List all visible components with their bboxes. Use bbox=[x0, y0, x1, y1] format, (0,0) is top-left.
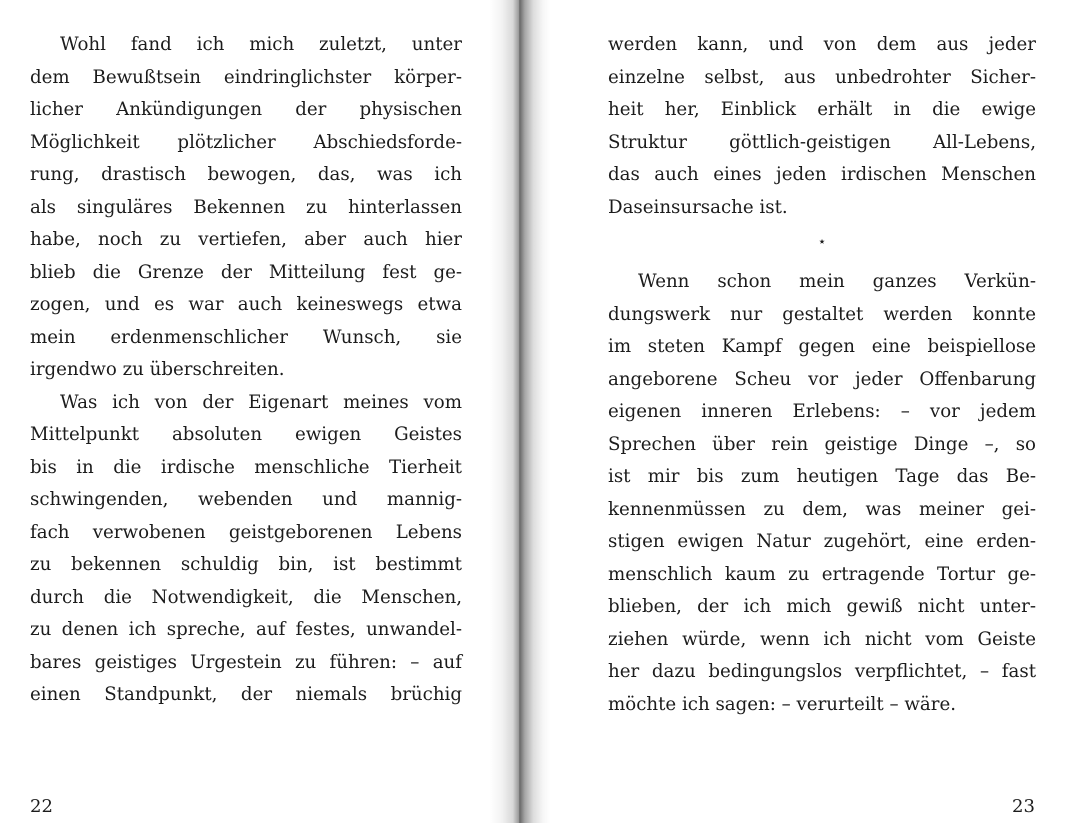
text-line: Was ich von der Eigenart meines vom bbox=[60, 391, 462, 413]
text-line: eigenen inneren Erlebens: – vor jedem bbox=[608, 401, 1036, 422]
text-line: dungswerk nur gestaltet werden konnte bbox=[608, 303, 1036, 325]
text-line: Wohl fand ich mich zuletzt, unter bbox=[60, 34, 462, 55]
text-line: Wenn schon mein ganzes Verkün- bbox=[638, 271, 1036, 292]
page-number-left: 22 bbox=[30, 796, 53, 817]
text-line: rung, drastisch bewogen, das, was ich bbox=[30, 164, 462, 185]
text-line: Daseinsursache ist. bbox=[608, 196, 788, 218]
text-line: zu denen ich spreche, auf festes, unwandel- bbox=[30, 619, 462, 640]
text-line: Sprechen über rein geistige Dinge –, so bbox=[608, 433, 1036, 455]
text-line: das auch eines jeden irdischen Menschen bbox=[608, 164, 1036, 185]
text-line: zu bekennen schuldig bin, ist bestimmt bbox=[30, 554, 462, 575]
text-line: Struktur göttlich-geistigen All-Lebens, bbox=[608, 131, 1036, 153]
text-line: durch die Notwendigkeit, die Menschen, bbox=[30, 586, 462, 608]
text-line: dem Bewußtsein eindringlichster körper- bbox=[30, 66, 462, 88]
text-line: Mittelpunkt absoluten ewigen Geistes bbox=[30, 424, 462, 445]
text-line: kennenmüssen zu dem, was meiner gei- bbox=[608, 498, 1036, 520]
section-break-star: ⋆ bbox=[817, 234, 827, 250]
text-line: ist mir bis zum heutigen Tage das Be- bbox=[608, 466, 1036, 487]
text-line: her dazu bedingungslos verpflichtet, – fast bbox=[608, 661, 1036, 682]
text-line: zogen, und es war auch keineswegs etwa bbox=[30, 294, 462, 315]
text-line: habe, noch zu vertiefen, aber auch hier bbox=[30, 229, 462, 250]
text-line: einzelne selbst, aus unbedrohter Sicher- bbox=[608, 66, 1036, 88]
text-line: im steten Kampf gegen eine beispiellose bbox=[608, 336, 1036, 357]
text-line: Möglichkeit plötzlicher Abschiedsforde- bbox=[30, 131, 462, 153]
text-line: irgendwo zu überschreiten. bbox=[30, 359, 285, 380]
text-line: möchte ich sagen: – verurteilt – wäre. bbox=[608, 693, 956, 715]
text-line: als singuläres Bekennen zu hinterlassen bbox=[30, 196, 462, 218]
text-line: einen Standpunkt, der niemals brüchig bbox=[30, 684, 462, 705]
text-line: heit her, Einblick erhält in die ewige bbox=[608, 99, 1036, 120]
page-number-right: 23 bbox=[1012, 796, 1035, 817]
text-line: stigen ewigen Natur zugehört, eine erden- bbox=[608, 531, 1036, 552]
text-line: fach verwobenen geistgeborenen Lebens bbox=[30, 521, 462, 543]
right-page-text bbox=[608, 29, 1036, 721]
text-line: werden kann, und von dem aus jeder bbox=[608, 34, 1036, 55]
text-line: blieb die Grenze der Mitteilung fest ge- bbox=[30, 261, 462, 283]
text-line: mein erdenmenschlicher Wunsch, sie bbox=[30, 326, 462, 348]
text-line: bares geistiges Urgestein zu führen: – auf bbox=[30, 651, 462, 673]
text-line: licher Ankündigungen der physischen bbox=[30, 99, 462, 120]
text-line: bis in die irdische menschliche Tierheit bbox=[30, 456, 462, 478]
text-line: blieben, der ich mich gewiß nicht unter- bbox=[608, 596, 1036, 617]
text-line: schwingenden, webenden und mannig- bbox=[30, 489, 462, 510]
text-line: ziehen würde, wenn ich nicht vom Geiste bbox=[608, 628, 1036, 650]
left-page-text bbox=[30, 29, 462, 712]
left-page bbox=[0, 0, 520, 823]
text-line: angeborene Scheu vor jeder Offenbarung bbox=[608, 368, 1036, 390]
right-page bbox=[540, 0, 1080, 823]
text-line: menschlich kaum zu ertragende Tortur ge- bbox=[608, 563, 1036, 585]
